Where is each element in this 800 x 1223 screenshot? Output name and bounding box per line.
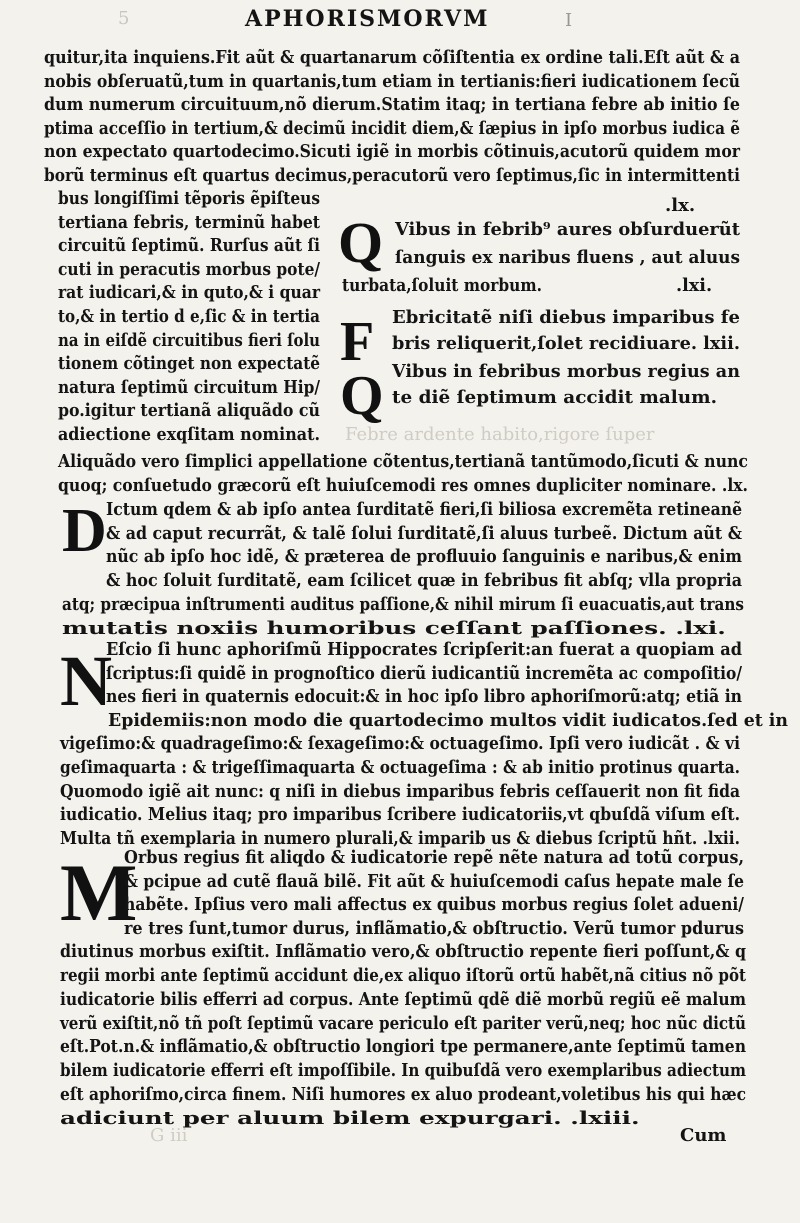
text-line: eſt.Pot.n.& inflãmatio,& obſtructio longiori tpe permanere,ante ſeptimũ tamen [60,1036,746,1058]
text-line: regii morbi ante ſeptimũ accidunt die,ex aliquo iſtorũ ortũ habẽt,nã citius nõ põt [60,965,746,986]
text-line: Vibus in febrib⁹ aures obſurduerũt [395,219,740,240]
text-line: Quomodo igiẽ ait nunc: q niſi in diebus imparibus febris ceſſauerit non fit fida [60,780,740,802]
text-line: tertiana febris, terminũ habet [58,211,320,233]
text-line: & hoc ſoluit ſurditatẽ, eam ſcilicet quæ in febribus fit abſq; vlla propria [106,570,742,592]
text-line: dum numerum circuituum,nõ dierum.Statim itaq; in tertiana febre ab initio ſe [44,94,740,115]
text-line: Vibus in febribus morbus regius an [392,361,740,382]
text-line: nobis obſeruatũ,tum in quartanis,tum etiam in tertianis:fieri iudicationem ſecũ [44,70,740,92]
aphorism-number: .lx. [665,195,696,216]
text-line: bris reliquerit,ſolet recidiuare. lxii. [392,333,740,354]
text-line: bilem iudicatorie efferri eſt impoſſibile. In quibuſdã vero exemplaribus adiectum [60,1060,746,1082]
page-mark: 5 [118,8,130,29]
text-line: & ad caput recurrãt, & talẽ ſolui ſurditatẽ,ſi aluus turbeẽ. Dictum aũt & [106,522,742,544]
text-line: rat iudicari,& in quto,& i quar [58,282,320,304]
drop-cap-n: N [60,641,112,721]
drop-cap-m: M [60,847,138,938]
text-line: mutatis noxiis humoribus ceſſant paſſiones. .lxi. [62,617,726,639]
text-line: re tres ſunt,tumor durus, inflãmatio,& obſtructio. Verũ tumor pdurus [124,917,744,939]
text-line: diutinus morbus exiſtit. Inflãmatio vero,& obſtructio repente fieri poſſunt,& q [60,941,746,963]
text-line: ſcriptus:ſi quidẽ in prognoſtico dierũ iudicantiũ incremẽta ac compoſitio/ [106,662,742,684]
text-line: cuti in peracutis morbus pote/ [58,258,320,280]
text-line: geſimaquarta : & trigeſſimaquarta & octuageſima : & ab initio protinus quarta. [60,757,740,778]
bleed-through-text: Febre ardente habito,rigore ſuper [345,424,655,445]
text-line: & pcipue ad cutẽ flauã bilẽ. Fit aũt & huiuſcemodi caſus hepate male ſe [124,870,744,892]
text-line: circuitũ ſeptimũ. Rurſus aũt ſi [58,235,320,257]
drop-cap-q2: Q [340,365,384,427]
bottom-mark: G iii [150,1125,188,1146]
text-line: iudicatorie bilis efferri ad corpus. Ante ſeptimũ qdẽ diẽ morbũ regiũ eẽ malum [60,988,746,1010]
text-line: non expectato quartodecimo.Sicuti igiẽ in morbis cõtinuis,acutorũ quidem mor [44,141,740,162]
text-line: Aliquãdo vero ſimplici appellatione cõtentus,tertianã tantũmodo,ſicuti & nunc [58,451,748,472]
drop-cap-q: Q [338,210,384,275]
text-line: nũc ab ipſo hoc idẽ, & præterea de profluuio ſanguinis e naribus,& enim [106,546,742,568]
text-line: te diẽ ſeptimum accidit malum. [392,387,717,408]
text-line: adiectione exqſitam nominat. [58,424,320,445]
text-line: iudicatio. Melius itaq; pro imparibus ſcribere iudicatoriis,vt qbuſdã viſum eſt. [60,804,740,826]
text-line: verũ exiſtit,nõ tñ poſt ſeptimũ vacare periculo eſt pariter verũ,neq; hoc nũc dictũ [60,1012,746,1034]
text-line: Multa tñ exemplaria in numero plurali,& imparib us & diebus ſcriptũ hñt. .lxii. [60,827,740,849]
text-line: po.igitur tertianã aliquãdo cũ [58,400,320,422]
text-line: turbata,ſoluit morbum. [342,275,542,296]
text-line: Orbus regius fit aliqdo & iudicatorie repẽ nẽte natura ad totũ corpus, [124,847,744,868]
header-mark: I [565,10,573,31]
text-line: Ictum qdem & ab ipſo antea ſurditatẽ fieri,ſi biliosa excremẽta retineanẽ [106,499,742,520]
text-line: adiciunt per aluum bilem expurgari. .lxiii. [60,1107,640,1129]
text-line: bus longiſſimi tẽporis ẽpiſteus [58,188,320,209]
text-line: vigeſimo:& quadrageſimo:& ſexageſimo:& octuageſimo. Ipſi vero iudicãt . & vi [60,733,740,755]
text-line: ptima acceſſio in tertium,& decimũ incidit diem,& ſæpius in ipſo morbus iudica ẽ [44,117,740,139]
text-line: habẽte. Ipſius vero mali affectus ex quibus morbus regius ſolet adueni/ [124,894,744,916]
aphorism-number: .lxi. [676,275,713,296]
drop-cap-f: F [340,311,375,373]
text-line: eſt aphoriſmo,circa finem. Niſi humores ex aluo prodeant,voletibus his qui hæc [60,1084,746,1105]
text-line: Eſcio ſi hunc aphoriſmũ Hippocrates ſcripſerit:an fuerat a quopiam ad [106,639,742,660]
text-line: borũ terminus eſt quartus decimus,peracutorũ vero ſeptimus,ſic in intermittenti [44,164,740,186]
text-line: Ebricitatẽ niſi diebus imparibus fe [392,307,740,328]
text-line: quitur,ita inquiens.Fit aũt & quartanarum cõſiſtentia ex ordine tali.Eſt aũt & a [44,47,740,68]
text-line: quoq; conſuetudo græcorũ eſt huiuſcemodi res omnes dupliciter nominare. .lx. [58,475,748,496]
text-line: atq; præcipua inſtrumenti auditus paſſione,& nihil mirum ſi euacuatis,aut trans [62,593,744,615]
drop-cap-d: D [62,497,107,565]
text-line: nes fieri in quaternis edocuit:& in hoc ipſo libro aphoriſmorũ:atq; etiã in [106,686,742,708]
text-line: to,& in tertio d e,ſic & in tertia [58,306,320,327]
catchword: Cum [680,1125,727,1146]
text-line: tionem cõtinget non expectatẽ [58,353,320,375]
text-line: ſanguis ex naribus fluens , aut aluus [395,247,740,268]
text-line: natura ſeptimũ circuitum Hip/ [58,376,320,398]
text-line: na in eiſdẽ circuitibus fieri ſolu [58,329,320,351]
running-header: APHORISMORVM [245,6,490,32]
text-line: Epidemiis:non modo die quartodecimo multos vidit iudicatos.ſed et in [108,709,788,731]
